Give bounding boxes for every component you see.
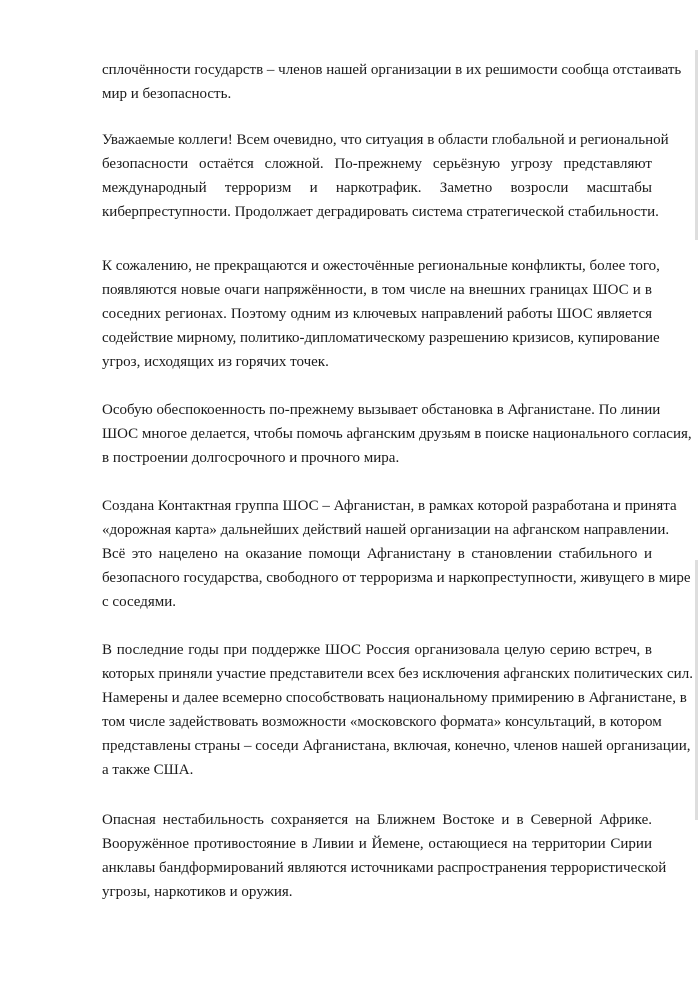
paragraph-line: безопасности остаётся сложной. По-прежнему серьёзную угрозу представляют bbox=[102, 156, 652, 172]
paragraph-line: угроз, исходящих из горячих точек. bbox=[102, 354, 329, 370]
paragraph-line: а также США. bbox=[102, 762, 194, 778]
document-body bbox=[102, 0, 693, 989]
paragraph-line: содействие мирному, политико-дипломатическому разрешению кризисов, купирование bbox=[102, 330, 660, 346]
paragraph-line: в построении долгосрочного и прочного мира. bbox=[102, 450, 400, 466]
paragraph-line: В последние годы при поддержке ШОС Россия организовала целую серию встреч, в bbox=[102, 642, 652, 658]
paragraph-line: Уважаемые коллеги! Всем очевидно, что ситуация в области глобальной и региональной bbox=[102, 132, 669, 148]
paragraph-4 bbox=[102, 398, 692, 470]
paragraph-line: ШОС многое делается, чтобы помочь афганским друзьям в поиске национального согласия, bbox=[102, 426, 692, 442]
paragraph-line: Всё это нацелено на оказание помощи Афганистану в становлении стабильного и bbox=[102, 546, 652, 562]
paragraph-line: Вооружённое противостояние в Ливии и Йемене, остающиеся на территории Сирии bbox=[102, 836, 652, 852]
paragraph-line: международный терроризм и наркотрафик. Заметно возросли масштабы bbox=[102, 180, 652, 196]
paragraph-line: Намерены и далее всемерно способствовать национальному примирению в Афганистане, в bbox=[102, 690, 687, 706]
paragraph-line: соседних регионах. Поэтому одним из ключевых направлений работы ШОС является bbox=[102, 306, 652, 322]
paragraph-line: сплочённости государств – членов нашей организации в их решимости сообща отстаивать bbox=[102, 62, 682, 78]
scan-edge-shadow bbox=[695, 50, 698, 240]
paragraph-line: том числе задействовать возможности «московского формата» консультаций, в котором bbox=[102, 714, 662, 730]
paragraph-line: «дорожная карта» дальнейших действий нашей организации на афганском направлении. bbox=[102, 522, 670, 538]
paragraph-7 bbox=[102, 808, 667, 904]
paragraph-line: анклавы бандформирований являются источниками распространения террористической bbox=[102, 860, 667, 876]
paragraph-line: представлены страны – соседи Афганистана, включая, конечно, членов нашей организации, bbox=[102, 738, 691, 754]
paragraph-line: безопасного государства, свободного от терроризма и наркопреступности, живущего в мире bbox=[102, 570, 691, 586]
scan-edge-shadow bbox=[695, 560, 698, 820]
paragraph-line: Особую обеспокоенность по-прежнему вызывает обстановка в Афганистане. По линии bbox=[102, 402, 661, 418]
paragraph-5 bbox=[102, 494, 691, 614]
paragraph-line: Опасная нестабильность сохраняется на Ближнем Востоке и в Северной Африке. bbox=[102, 812, 652, 828]
paragraph-line: с соседями. bbox=[102, 594, 177, 610]
paragraph-2 bbox=[102, 128, 669, 224]
paragraph-line: угрозы, наркотиков и оружия. bbox=[102, 884, 293, 900]
paragraph-line: которых приняли участие представители всех без исключения афганских политических сил. bbox=[102, 666, 693, 682]
paragraph-line: мир и безопасность. bbox=[102, 86, 232, 102]
paragraph-3 bbox=[102, 254, 660, 374]
paragraph-1 bbox=[102, 58, 682, 106]
paragraph-6 bbox=[102, 638, 693, 782]
paragraph-line: Создана Контактная группа ШОС – Афганистан, в рамках которой разработана и принята bbox=[102, 498, 677, 514]
paragraph-line: киберпреступности. Продолжает деградировать система стратегической стабильности. bbox=[102, 204, 659, 220]
paragraph-line: появляются новые очаги напряжённости, в том числе на внешних границах ШОС и в bbox=[102, 282, 652, 298]
paragraph-line: К сожалению, не прекращаются и ожесточённые региональные конфликты, более того, bbox=[102, 258, 660, 274]
